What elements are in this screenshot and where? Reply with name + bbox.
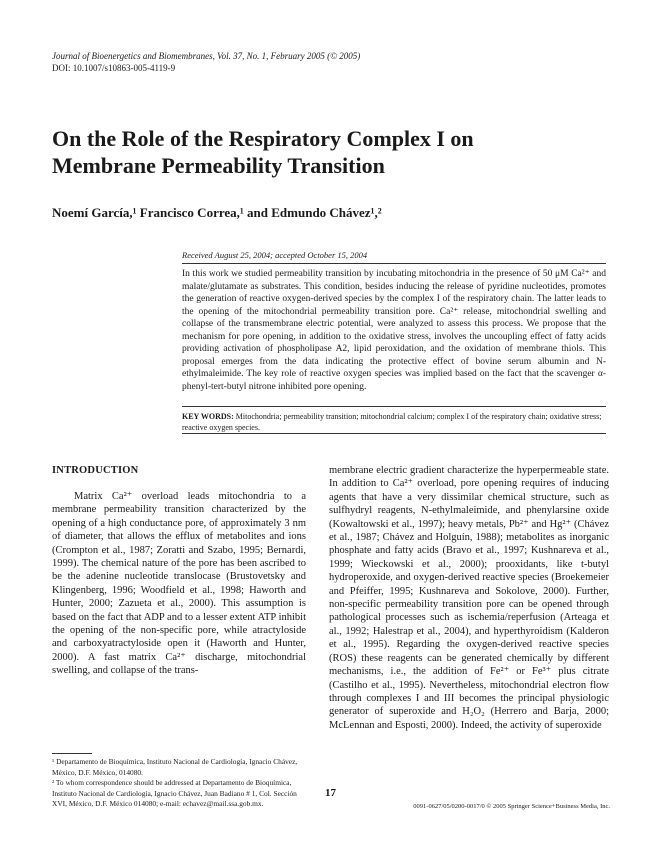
journal-citation: Journal of Bioenergetics and Biomembranes, Vol. 37, No. 1, February 2005 (© 2005) xyxy=(52,51,361,61)
authors: Noemí García,¹ Francisco Correa,¹ and Edmundo Chávez¹,² xyxy=(52,205,382,220)
section-heading: INTRODUCTION xyxy=(52,465,139,476)
doi: DOI: 10.1007/s10863-005-4119-9 xyxy=(52,63,176,73)
footnote-1: ¹ Departamento de Bioquímica, Instituto Nacional de Cardiología, Ignacio Chávez, México, D.F. México, 014080. xyxy=(52,757,298,777)
keywords-label: KEY WORDS: xyxy=(182,412,234,421)
keywords xyxy=(182,412,606,433)
body-column-left: Matrix Ca²⁺ overload leads mitochondria to a membrane permeability transition characterized by the opening of a high conductance pore, of approximately 3 nm of diameter, that allows the efflux of metabolites and ions (Crompton et al., 1987; Zoratti and Szabo, 1995; Bernardi, 1999). The chemical nature of the pore has been ascribed to be the adenine nucleotide translocase (Brustovetsky and Klingenberg, 1996; Woodfield et al., 1998; Haworth and Hunter, 2000; Zazueta et al., 2000). This assumption is based on the fact that ADP and to a lesser extent ATP inhibit the opening of the non-specific pore, while atractyloside and carboxyatractyloside open it (Haworth and Hunter, 2000). A fast matrix Ca²⁺ discharge, mitochondrial swelling, and collapse of the trans- xyxy=(52,491,306,677)
footnote-2: ² To whom correspondence should be addressed at Departamento de Bioquímica, Instituto Nacional de Cardiología, Ignacio Chávez, Juan Badiano # 1, Col. Sección XVI, México, D.F. México 014080; e-mail: echavez@mail.ssa.gob.mx. xyxy=(52,778,297,808)
body-column-right: membrane electric gradient characterize the hyperpermeable state. In addition to Ca²⁺ overload, pore opening requires of inducing agents that have a very dissimilar chemical structure, such as sulfhydryl reagents, N-ethylmaleimide, and phenylarsine oxide (Kowaltowski et al., 1997); heavy metals, Pb²⁺ and Hg²⁺ (Chávez et al., 1987; Chávez and Holguín, 1988); metabolites as inorganic phosphate and fatty acids (Bravo et al., 1997; Kushnareva et al., 1999; Wieckowski et al., 2000); prooxidants, like t-butyl hydroperoxide, and oxygen-derived reactive species (Broekemeier and Pfeiffer, 1995; Kushnareva and Sokolove, 2000). Further, non-specific permeability transition pore can be opened through pathological processes such as ischemia/reperfusion (Arteaga et al., 1992; Halestrap et al., 2004), and hyperthyroidism (Kalderon et al., 1995). Regarding the oxygen-derived reactive species (ROS) these reagents can be generated chemically by different mechanisms, i.e., the addition of Fe²⁺ or Fe³⁺ plus citrate (Castilho et al., 1995). Nevertheless, mitochondrial electron flow through complexes I and III becomes the principal physiologic generator of superoxide and H₂O₂ (Herrero and Barja, 2000; McLennan and Esposti, 2000). Indeed, the activity of superoxide xyxy=(329,465,609,731)
paper-title: On the Role of the Respiratory Complex I on Membrane Permeability Transition xyxy=(52,126,474,178)
received-dates: Received August 25, 2004; accepted October 15, 2004 xyxy=(182,250,368,260)
keywords-bottom-rule xyxy=(182,433,606,434)
footnote-rule xyxy=(52,753,92,754)
keywords-rule xyxy=(182,406,606,407)
copyright-line: 0091-0627/05/0200-0017/0 © 2005 Springer Science+Business Media, Inc. xyxy=(413,803,610,810)
abstract-top-rule xyxy=(182,263,606,264)
abstract: In this work we studied permeability transition by incubating mitochondria in the presence of 50 μM Ca²⁺ and malate/glutamate as substrates. This condition, besides inducing the release of pyridine nucleotides, promotes the generation of reactive oxygen-derived species by the complex I of the respiratory chain. The latter leads to the opening of the mitochondrial permeability transition pore. Ca²⁺ release, mitochondrial swelling and collapse of the transmembrane electric potential, were analyzed to assess this process. We propose that the mechanism for pore opening, in addition to the oxidative stress, involves the uncoupling effect of fatty acids providing activation of phospholipase A2, lipid peroxidation, and the oxidation of membrane thiols. This proposal emerges from the data indicating the protective effect of bovine serum albumin and N-ethylmaleimide. The key role of reactive oxygen species was implied based on the fact that the scavenger α-phenyl-tert-butyl nitrone inhibited pore opening. xyxy=(182,269,606,392)
page-number: 17 xyxy=(325,787,336,799)
keywords-text: Mitochondria; permeability transition; mitochondrial calcium; complex I of the respiratory chain; oxidative stress; reactive oxygen species. xyxy=(182,412,602,432)
